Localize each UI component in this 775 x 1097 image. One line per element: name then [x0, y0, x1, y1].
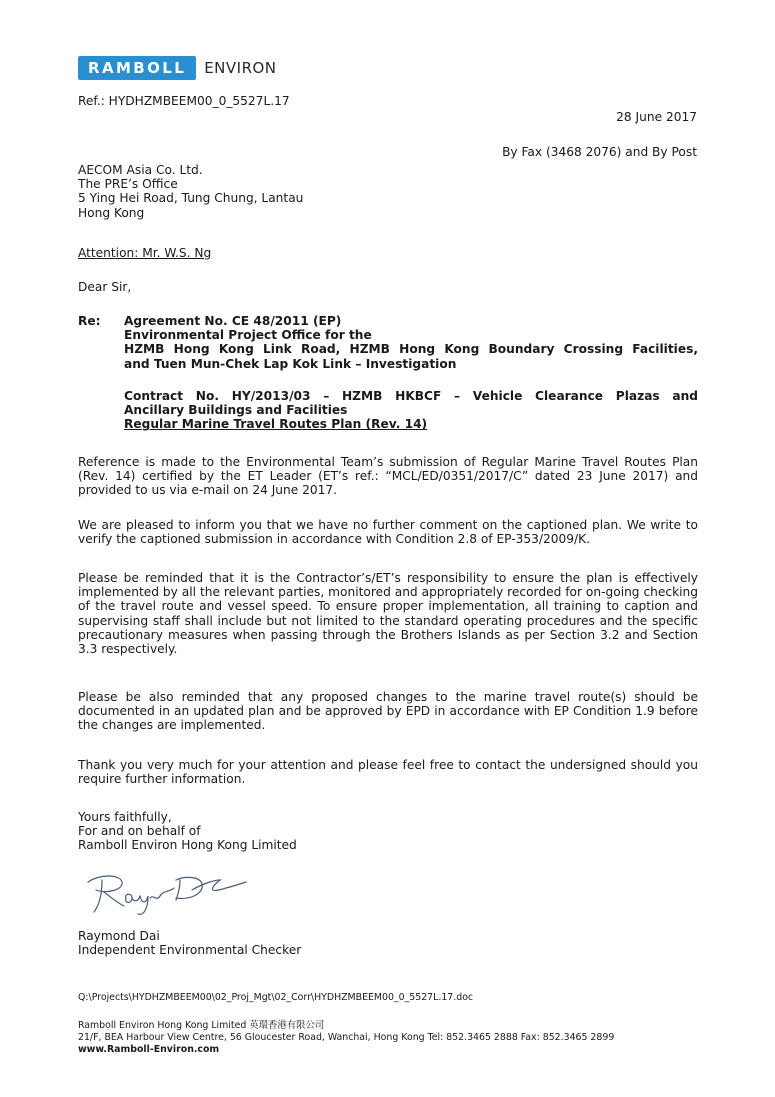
handwritten-signature: [80, 868, 250, 923]
subject-block-2: [124, 389, 698, 432]
footer-address: 21/F, BEA Harbour View Centre, 56 Gloucester Road, Wanchai, Hong Kong Tel: 852.3465 2888 Fax: 852.3465 2899: [78, 1032, 615, 1043]
letter-date: 28 June 2017: [616, 110, 697, 124]
salutation: Dear Sir,: [78, 280, 132, 294]
closing-line: Ramboll Environ Hong Kong Limited: [78, 838, 297, 853]
attention-line: Attention: Mr. W.S. Ng: [78, 246, 212, 260]
logo-suffix: ENVIRON: [204, 58, 277, 77]
subject-block-1: [124, 314, 698, 371]
subject-line: HZMB Hong Kong Link Road, HZMB Hong Kong Boundary Crossing Facilities,: [124, 342, 698, 357]
footer-website[interactable]: www.Ramboll-Environ.com: [78, 1044, 220, 1055]
subject-line: Agreement No. CE 48/2011 (EP): [124, 314, 342, 328]
logo-brand: RAMBOLL: [78, 56, 196, 80]
footer-company: Ramboll Environ Hong Kong Limited 英環香港有限公司: [78, 1020, 325, 1031]
subject-line: Environmental Project Office for the: [124, 328, 372, 343]
subject-line: Contract No. HY/2013/03 – HZMB HKBCF – Vehicle Clearance Plazas and: [124, 389, 698, 403]
subject-line: and Tuen Mun-Chek Lap Kok Link – Investigation: [124, 356, 457, 371]
closing-block: [78, 810, 297, 853]
body-paragraph: We are pleased to inform you that we have no further comment on the captioned plan. We write to verify the captioned submission in accordance with Condition 2.8 of EP-353/2009/K.: [78, 518, 698, 547]
body-paragraph: Reference is made to the Environmental Team’s submission of Regular Marine Travel Routes Plan (Rev. 14) certified by the ET Leader (ET’s ref.: “MCL/ED/0351/2017/C” dated 23 June 2017) and provided to us via e-mail on 24 June 2017.: [78, 455, 698, 498]
company-logo: [78, 56, 277, 80]
body-paragraph: Please be reminded that it is the Contractor’s/ET’s responsibility to ensure the plan is effectively implemented by all the relevant parties, monitored and appropriately recorded for on-going checking of the travel route and vessel speed. To ensure proper implementation, all training to caption and supervising staff shall include but not limited to the standard operating procedures and the specific precautionary measures when passing through the Brothers Islands as per Section 3.2 and Section 3.3 respectively.: [78, 571, 698, 657]
signatory-block: [78, 929, 301, 957]
reference-number: Ref.: HYDHZMBEEM00_0_5527L.17: [78, 94, 290, 108]
recipient-line: The PRE’s Office: [78, 177, 178, 192]
subject-line: Ancillary Buildings and Facilities: [124, 403, 348, 418]
recipient-line: AECOM Asia Co. Ltd.: [78, 163, 203, 177]
closing-line: Yours faithfully,: [78, 810, 172, 824]
body-paragraph: Thank you very much for your attention and please feel free to contact the undersigned should you require further information.: [78, 758, 698, 787]
file-path: Q:\Projects\HYDHZMBEEM00\02_Proj_Mgt\02_Corr\HYDHZMBEEM00_0_5527L.17.doc: [78, 992, 474, 1003]
recipient-line: Hong Kong: [78, 205, 145, 220]
recipient-line: 5 Ying Hei Road, Tung Chung, Lantau: [78, 191, 304, 206]
subject-label: Re:: [78, 314, 101, 328]
delivery-method: By Fax (3468 2076) and By Post: [502, 145, 697, 159]
closing-line: For and on behalf of: [78, 824, 201, 839]
signatory-name: Raymond Dai: [78, 929, 160, 943]
body-paragraph: Please be also reminded that any proposed changes to the marine travel route(s) should be documented in an updated plan and be approved by EPD in accordance with EP Condition 1.9 before the changes are implemented.: [78, 690, 698, 733]
subject-line: Regular Marine Travel Routes Plan (Rev. 14): [124, 417, 428, 432]
recipient-address: [78, 163, 303, 220]
signatory-title: Independent Environmental Checker: [78, 943, 302, 958]
